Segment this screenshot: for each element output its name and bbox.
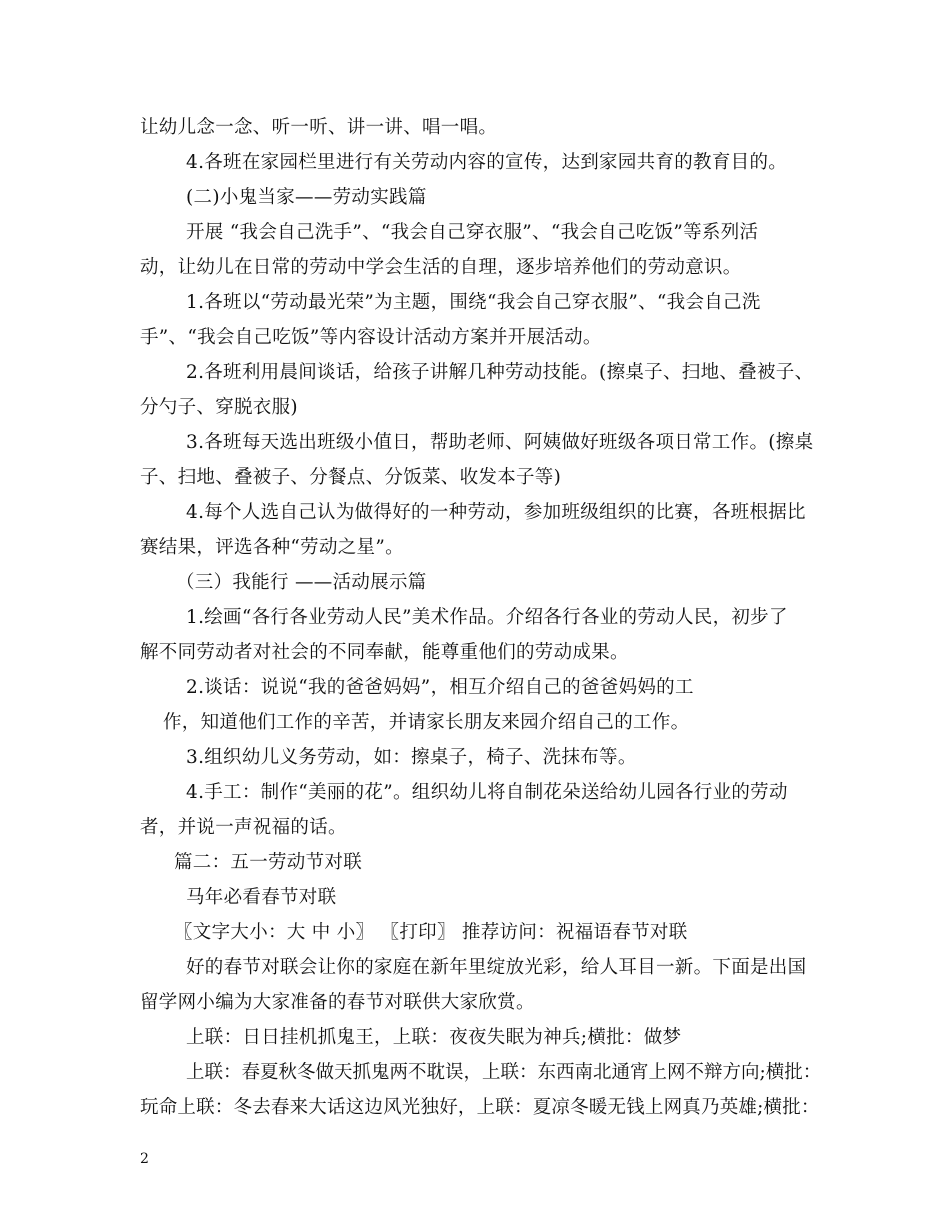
text-line: 者，并说一声祝福的话。 bbox=[140, 817, 347, 838]
text-line: 赛结果，评选各种“劳动之星”。 bbox=[140, 537, 404, 558]
section-heading: 篇二：五一劳动节对联 bbox=[174, 852, 363, 873]
text-line: 子、扫地、叠被子、分餐点、分饭菜、收发本子等) bbox=[140, 467, 562, 488]
text-line: 留学网小编为大家准备的春节对联供大家欣赏。 bbox=[140, 992, 535, 1013]
text-line: 4.手工：制作“美丽的花”。组织幼儿将自制花朵送给幼儿园各行业的劳动 bbox=[186, 782, 788, 803]
text-line: （三）我能行 ——活动展示篇 bbox=[176, 572, 427, 593]
text-line: 上联：日日挂机抓鬼王，上联：夜夜失眠为神兵;横批：做梦 bbox=[186, 1027, 682, 1048]
text-line: 2.谈话：说说“我的爸爸妈妈”，相互介绍自己的爸爸妈妈的工 bbox=[186, 677, 694, 698]
text-line: 好的春节对联会让你的家庭在新年里绽放光彩，给人耳目一新。下面是出国 bbox=[186, 957, 807, 978]
text-line: 手”、“我会自己吃饭”等内容设计活动方案并开展活动。 bbox=[140, 327, 602, 348]
text-line: 〖文字大小：大 中 小〗 〖打印〗 推荐访问：祝福语春节对联 bbox=[174, 922, 688, 943]
text-line: 作，知道他们工作的辛苦，并请家长朋友来园介绍自己的工作。 bbox=[163, 712, 690, 733]
text-line: (二)小鬼当家——劳动实践篇 bbox=[186, 187, 427, 208]
text-line: 3.各班每天选出班级小值日，帮助老师、阿姨做好班级各项日常工作。(擦桌 bbox=[186, 432, 814, 453]
text-line: 开展 “我会自己洗手”、“我会自己穿衣服”、“我会自己吃饭”等系列活 bbox=[186, 222, 759, 243]
text-line: 解不同劳动者对社会的不同奉献，能尊重他们的劳动成果。 bbox=[140, 642, 629, 663]
text-line: 玩命上联：冬去春来大话这边风光独好，上联：夏凉冬暖无钱上网真乃英雄;横批： bbox=[140, 1097, 820, 1118]
text-line: 上联：春夏秋冬做天抓鬼两不耽误，上联：东西南北通宵上网不辩方向;横批： bbox=[186, 1062, 822, 1083]
page-number: 2 bbox=[140, 1151, 149, 1167]
text-line: 让幼儿念一念、听一听、讲一讲、唱一唱。 bbox=[140, 117, 498, 138]
text-line: 4.每个人选自己认为做得好的一种劳动，参加班级组织的比赛，各班根据比 bbox=[186, 502, 806, 523]
text-line: 1.绘画“各行各业劳动人民”美术作品。介绍各行各业的劳动人民，初步了 bbox=[186, 607, 788, 628]
text-line: 3.组织幼儿义务劳动，如：擦桌子，椅子、洗抹布等。 bbox=[186, 747, 637, 768]
text-line: 分勺子、穿脱衣服) bbox=[140, 397, 298, 418]
text-line: 动，让幼儿在日常的劳动中学会生活的自理，逐步培养他们的劳动意识。 bbox=[140, 257, 742, 278]
text-line: 马年必看春节对联 bbox=[186, 887, 337, 908]
text-line: 4.各班在家园栏里进行有关劳动内容的宣传，达到家园共育的教育目的。 bbox=[186, 152, 788, 173]
text-line: 2.各班利用晨间谈话，给孩子讲解几种劳动技能。(擦桌子、扫地、叠被子、 bbox=[186, 362, 814, 383]
text-line: 1.各班以“劳动最光荣”为主题，围绕“我会自己穿衣服”、“我会自己洗 bbox=[186, 292, 761, 313]
